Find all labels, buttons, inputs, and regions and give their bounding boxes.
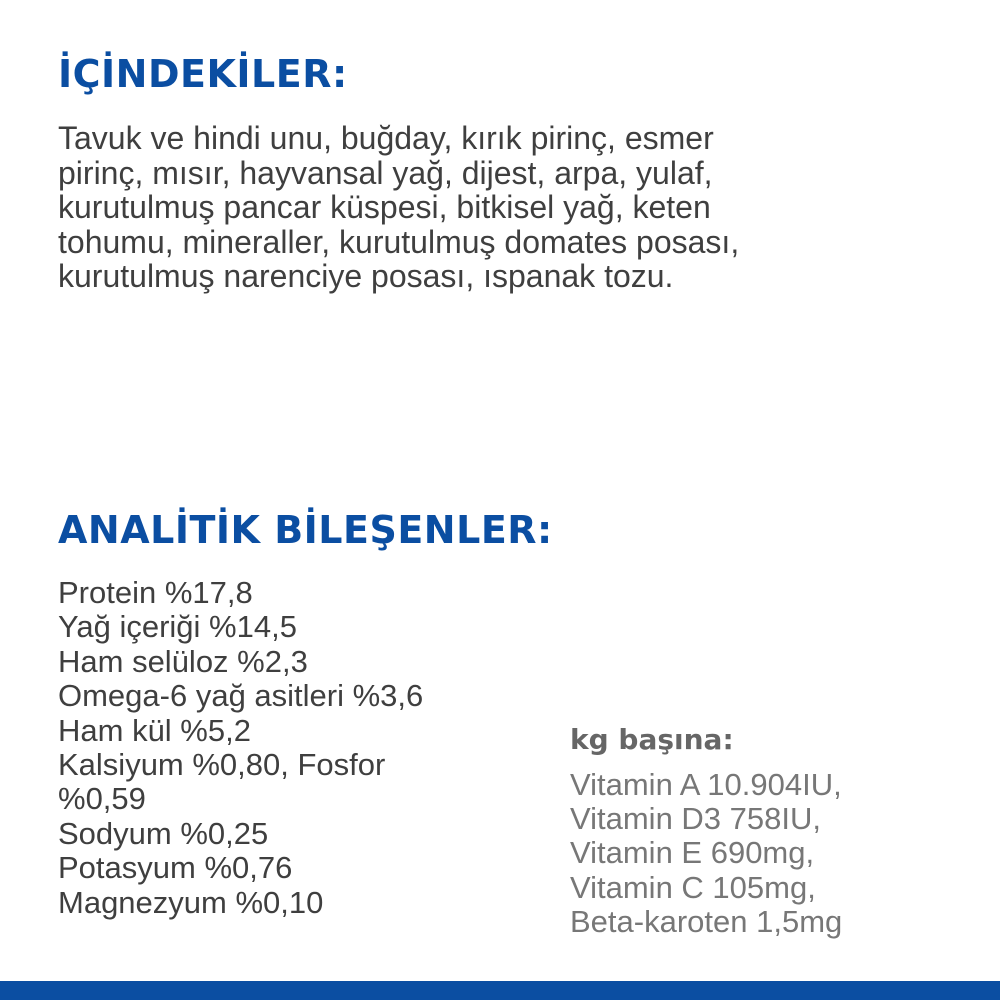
ingredients-heading: İÇİNDEKİLER: <box>58 52 348 96</box>
ingredients-line: kurutulmuş narenciye posası, ıspanak tozu. <box>58 258 674 294</box>
analytics-item: Ham kül %5,2 <box>58 712 251 748</box>
vitamin-item: Beta-karoten 1,5mg <box>570 903 843 939</box>
ingredients-line: pirinç, mısır, hayvansal yağ, dijest, arpa, yulaf, <box>58 154 713 191</box>
analytics-heading: ANALİTİK BİLEŞENLER: <box>58 508 553 552</box>
vitamin-item: Vitamin C 105mg, <box>570 869 816 905</box>
vitamin-item: Vitamin D3 758IU, <box>570 801 821 837</box>
analytics-item: Potasyum %0,76 <box>58 850 293 886</box>
vitamins-list <box>570 768 970 939</box>
analytics-list <box>58 576 538 920</box>
analytics-item: %0,59 <box>58 781 146 817</box>
vitamin-item: Vitamin A 10.904IU, <box>570 767 842 802</box>
analytics-item: Kalsiyum %0,80, Fosfor <box>58 747 386 783</box>
ingredients-text <box>58 121 958 294</box>
ingredients-line: kurutulmuş pancar küspesi, bitkisel yağ, keten <box>58 189 711 225</box>
vitamins-heading: kg başına: <box>570 723 734 756</box>
ingredients-line: tohumu, mineraller, kurutulmuş domates posası, <box>58 223 740 260</box>
analytics-item: Magnezyum %0,10 <box>58 884 324 920</box>
bottom-brand-bar <box>0 981 1000 1000</box>
analytics-item: Omega-6 yağ asitleri %3,6 <box>58 678 424 714</box>
vitamin-item: Vitamin E 690mg, <box>570 835 815 871</box>
analytics-item: Yağ içeriği %14,5 <box>58 609 297 645</box>
analytics-item: Ham selüloz %2,3 <box>58 643 308 679</box>
analytics-item: Sodyum %0,25 <box>58 815 269 851</box>
analytics-item: Protein %17,8 <box>58 575 253 610</box>
ingredients-line: Tavuk ve hindi unu, buğday, kırık pirinç, esmer <box>58 120 714 156</box>
